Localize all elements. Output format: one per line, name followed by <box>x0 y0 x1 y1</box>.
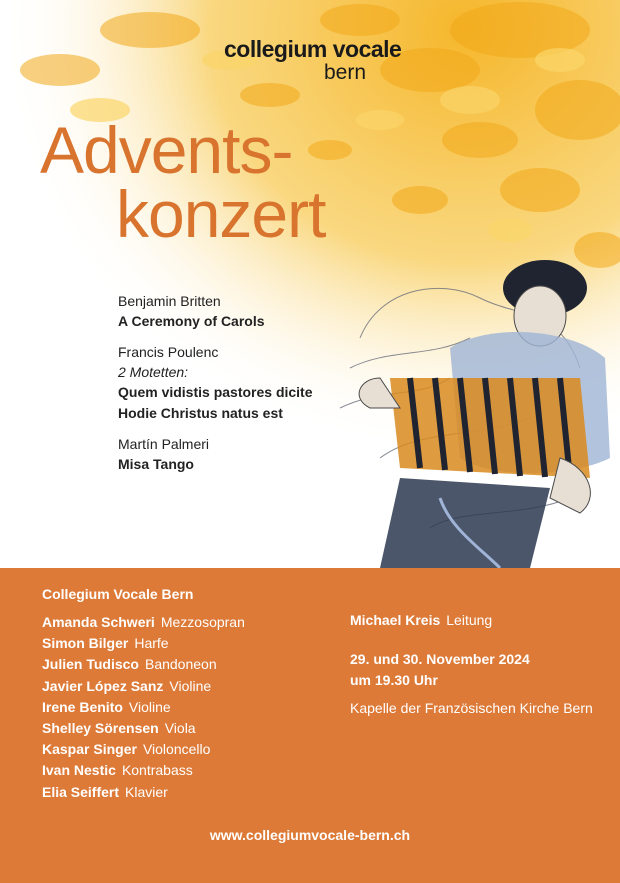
event-date <box>350 649 593 691</box>
performer-role: Violine <box>128 698 171 715</box>
performer-name: Javier López Sanz <box>42 677 164 694</box>
performer-row <box>42 739 245 760</box>
composer-name: Francis Poulenc <box>118 344 219 360</box>
performer-roster <box>42 612 245 803</box>
bandoneon-player-illustration <box>320 228 620 568</box>
performer-row <box>42 718 245 739</box>
performer-row <box>42 633 245 654</box>
performer-name: Kaspar Singer <box>42 741 137 758</box>
concert-title <box>40 113 326 251</box>
conductor-role: Leitung <box>446 612 493 628</box>
performer-row <box>42 760 245 781</box>
logo-line-2: bern <box>324 61 367 84</box>
performer-row <box>42 697 245 718</box>
ensemble-logo <box>224 36 401 84</box>
website-link[interactable]: www.collegiumvocale-bern.ch <box>209 827 411 843</box>
performer-role: Kontrabass <box>121 762 193 779</box>
performer-row <box>42 654 245 675</box>
work-title: Misa Tango <box>118 456 194 472</box>
performer-row <box>42 612 245 633</box>
performer-row <box>42 676 245 697</box>
conductor <box>350 612 593 628</box>
performer-name: Ivan Nestic <box>42 762 116 779</box>
performer-role: Viola <box>164 720 196 737</box>
event-venue: Kapelle der Französischen Kirche Bern <box>350 700 593 716</box>
performer-name: Amanda Schweri <box>42 614 155 630</box>
event-details <box>350 612 593 716</box>
logo-line-1: collegium vocale <box>224 36 402 62</box>
program-entry-poulenc <box>118 342 313 424</box>
composer-name: Benjamin Britten <box>118 293 221 309</box>
program-list <box>118 291 313 475</box>
work-title: Hodie Christus natus est <box>118 405 283 421</box>
ensemble-name: Collegium Vocale Bern <box>42 586 194 602</box>
performer-role: Mezzosopran <box>160 614 245 630</box>
performer-name: Shelley Sörensen <box>42 720 159 737</box>
performer-name: Elia Seiffert <box>42 783 120 800</box>
performer-role: Violoncello <box>142 741 211 758</box>
program-entry-palmeri <box>118 434 313 475</box>
work-title: A Ceremony of Carols <box>118 313 265 329</box>
date-line-1: 29. und 30. November 2024 <box>350 651 530 667</box>
conductor-name: Michael Kreis <box>350 612 441 628</box>
performer-role: Violine <box>169 677 212 694</box>
performer-name: Irene Benito <box>42 698 123 715</box>
performer-role: Bandoneon <box>144 656 217 673</box>
date-line-2: um 19.30 Uhr <box>350 672 438 688</box>
performer-panel <box>0 568 620 883</box>
performer-role: Klavier <box>125 783 168 800</box>
title-line-2: konzert <box>116 177 326 251</box>
performer-name: Simon Bilger <box>42 635 129 652</box>
performer-role: Harfe <box>134 635 169 652</box>
performer-row <box>42 782 245 803</box>
title-line-1: Advents- <box>40 113 293 187</box>
program-entry-britten <box>118 291 313 332</box>
composer-name: Martín Palmeri <box>118 436 210 452</box>
performer-name: Julien Tudisco <box>42 656 139 673</box>
work-note: 2 Motetten: <box>118 364 189 380</box>
work-title: Quem vidistis pastores dicite <box>118 384 313 400</box>
